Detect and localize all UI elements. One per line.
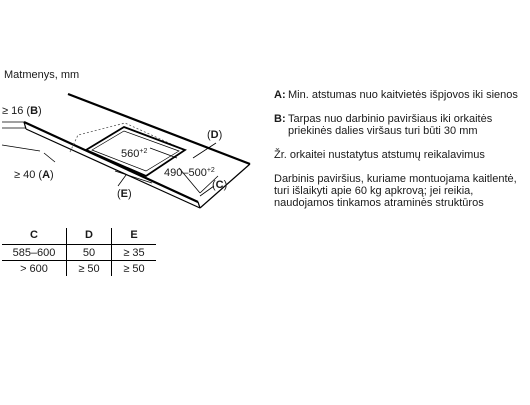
notes-section [274, 89, 526, 221]
note-key: B: [274, 113, 286, 125]
installation-diagram [0, 80, 270, 230]
label-a: ≥ 40 (A) [14, 169, 54, 181]
note-a [274, 89, 526, 101]
oven-note: Žr. orkaitei nustatytus atstumų reikalavimus [274, 149, 485, 161]
table-cell: 50 [67, 245, 112, 261]
table-cell: ≥ 50 [67, 261, 112, 277]
note-key: A: [274, 89, 286, 101]
dimension-depth: $490-500^{+2}$ [164, 167, 215, 179]
table-header: C [30, 229, 38, 241]
table-cell: 585–600 [2, 245, 67, 261]
table-header-row [2, 228, 156, 245]
table-cell: > 600 [2, 261, 67, 277]
dimension-width: $560^{+2}$ [121, 148, 148, 160]
label-c: (C) [212, 179, 228, 191]
note-text: Min. atstumas nuo kaitvietės išpjovos iki sienos [288, 89, 518, 101]
dimensions-table [2, 228, 156, 276]
table-row [2, 245, 156, 261]
label-e: (E) [117, 188, 132, 200]
note-text: Tarpas nuo darbinio paviršiaus iki orkaitės priekinės dalies viršaus turi būti 30 mm [288, 113, 493, 137]
page-title: Matmenys, mm [4, 69, 80, 81]
table-header: D [67, 228, 112, 245]
label-b: ≥ 16 (B) [2, 105, 42, 117]
table-row [2, 261, 156, 277]
worktop-note: Darbinis paviršius, kuriame montuojama kaitlentė, turi išlaikyti apie 60 kg apkrovą; jei reikia, naudojamos tinkamos atraminės struktūros [274, 173, 517, 209]
table-cell: ≥ 50 [112, 261, 157, 277]
note-b [274, 113, 526, 137]
label-d: (D) [207, 129, 223, 141]
table-cell: ≥ 35 [112, 245, 157, 261]
table-header: E [112, 228, 157, 245]
